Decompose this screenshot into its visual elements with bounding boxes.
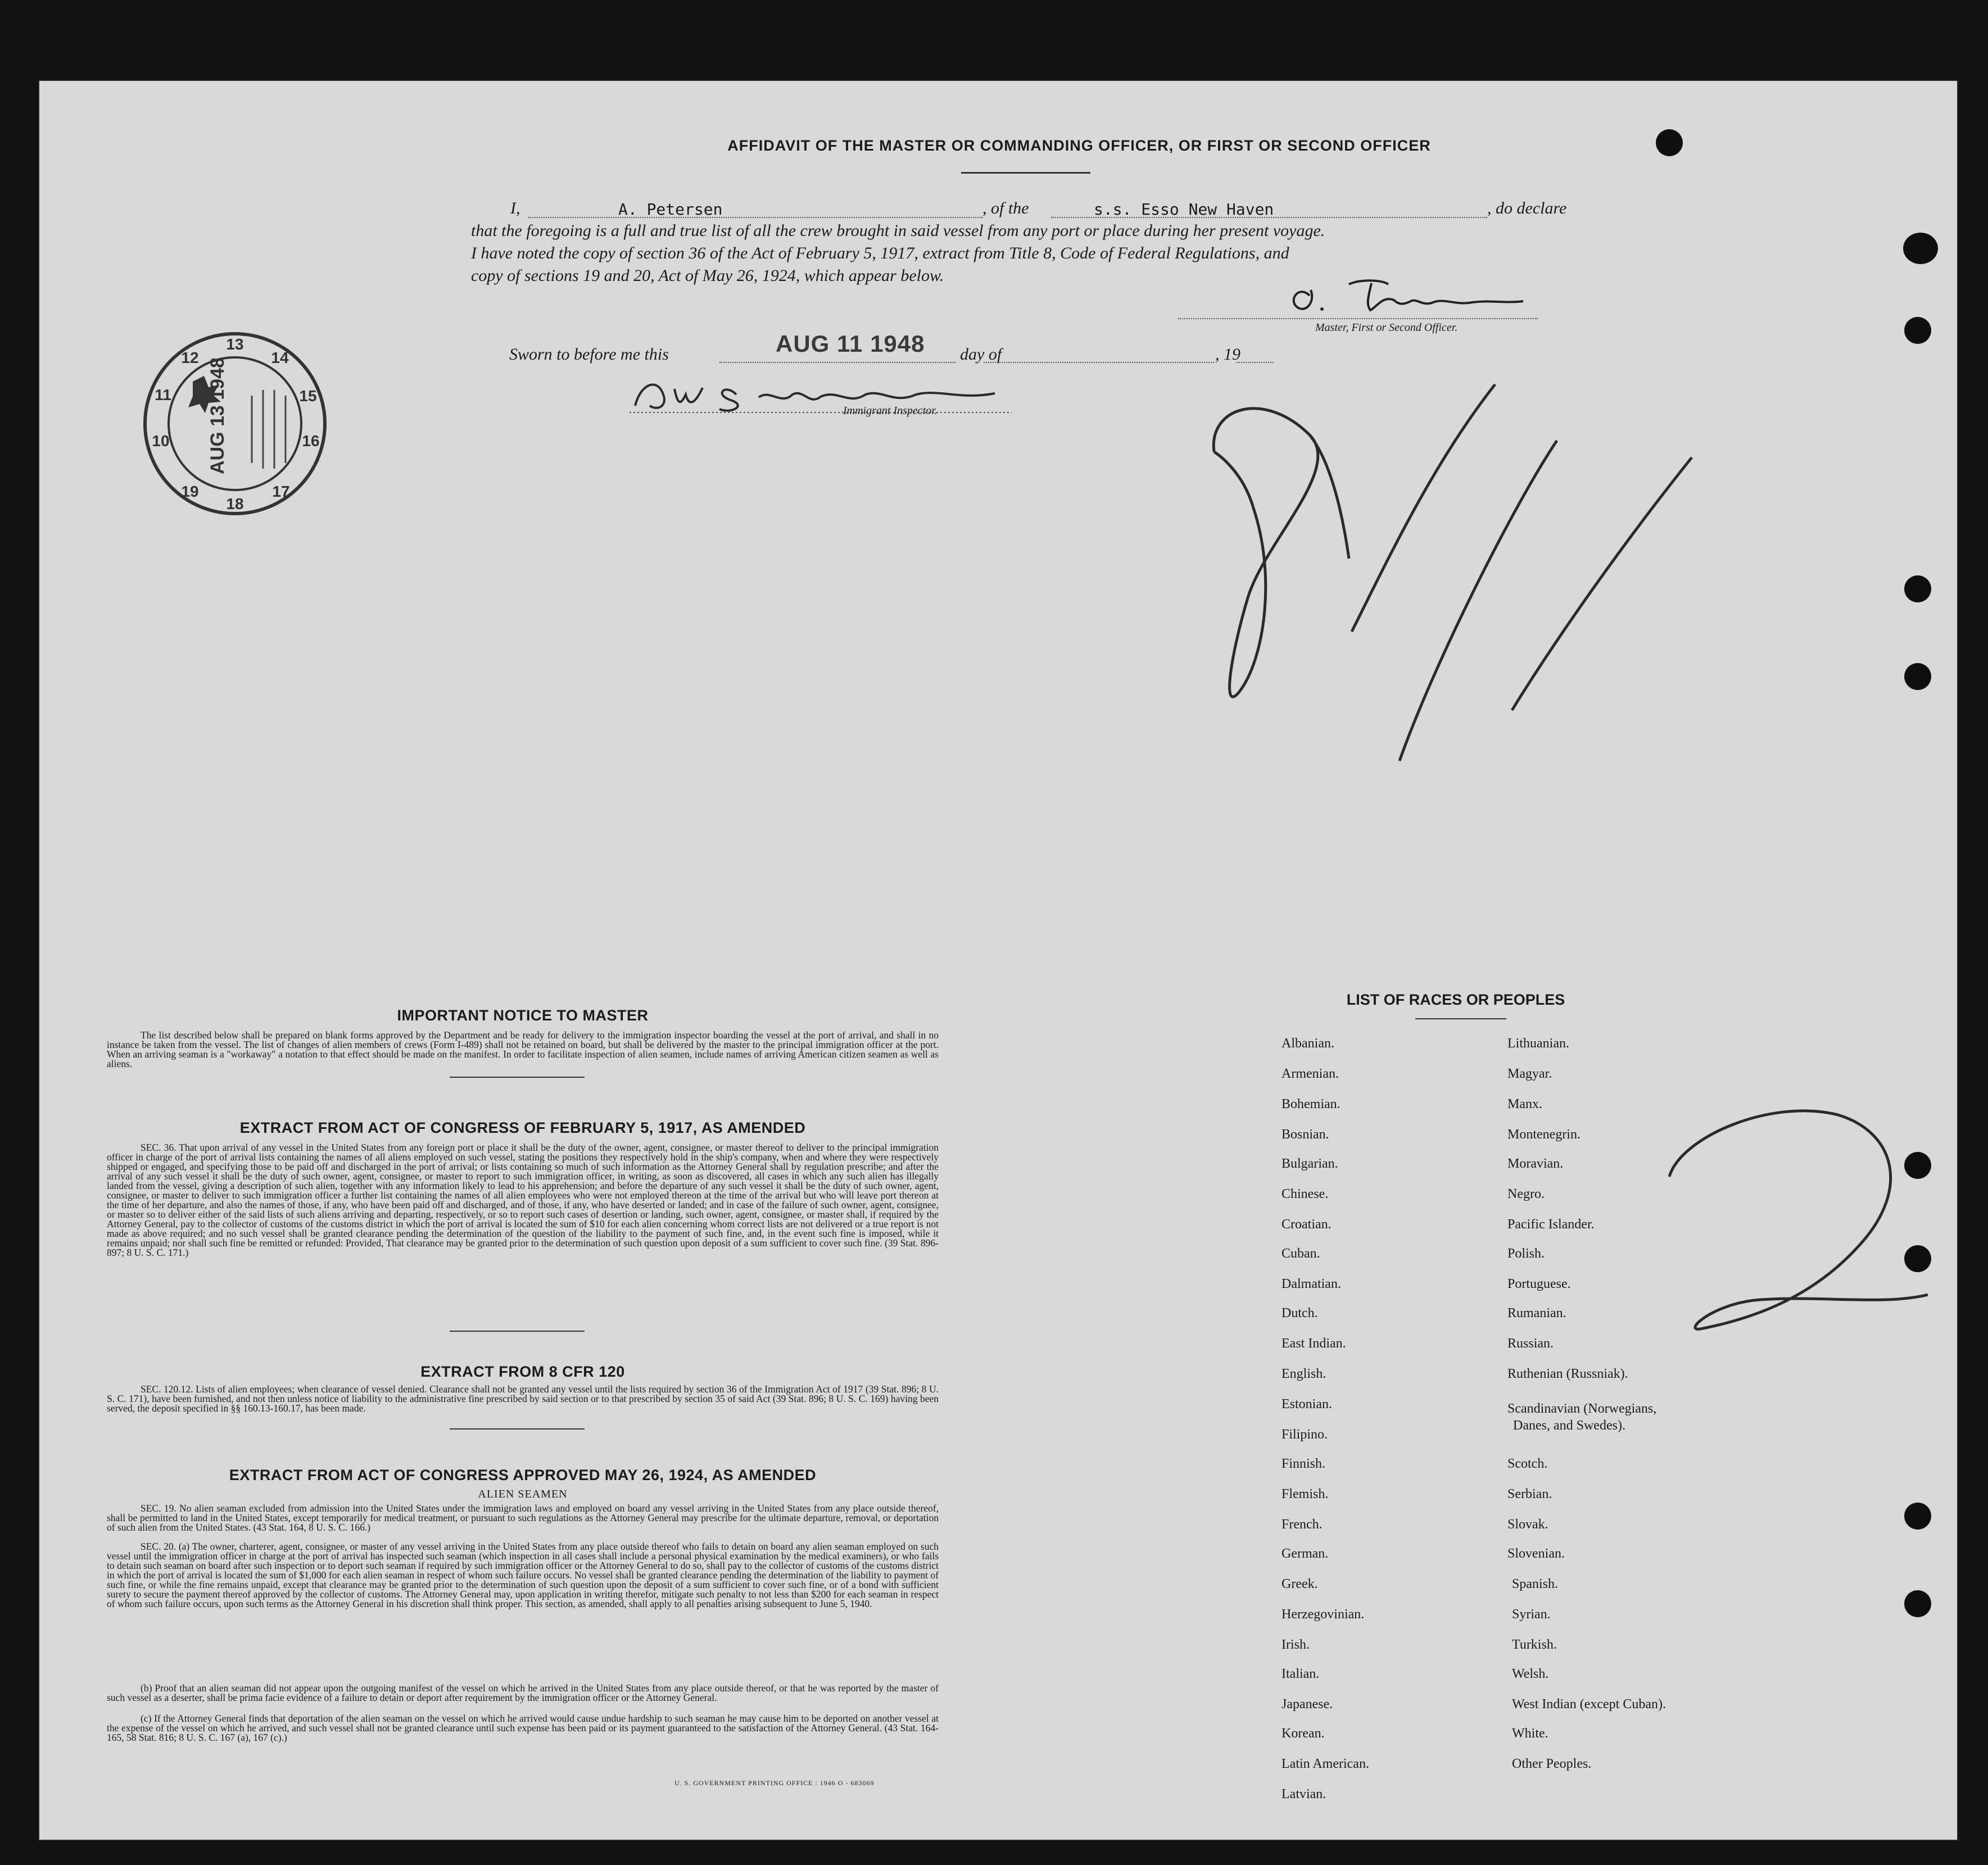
race-item: English. [1281, 1367, 1326, 1381]
race-item: Bulgarian. [1281, 1156, 1338, 1171]
stamp-ring-number: 14 [271, 349, 289, 366]
extract-1924-sec20a: SEC. 20. (a) The owner, charterer, agent, consignee, or master of any vessel arriving in the United States from any place outside thereof who fails to detain on board any alien seaman employed on such vessel until the immigration officer in charge at the port of arrival has inspected such seaman (which inspection in all cases shall include a personal physical examination by the medical examiners), or who fails to detain such seaman on board after such inspection or to deport such seaman if required by such immigration officer or the Attorney General to do so, shall pay to the collector of customs of the customs district in which the port of arrival is located the sum of $1,000 for each alien seaman in respect of whom such failure occurs. No vessel shall be granted clearance pending the determination of the liability to payment of such fine, or while the fine remains unpaid, except that clearance may be granted prior to the determination of such question upon the deposit of a sum sufficient to cover such fine, or of a bond with sufficient surety to secure the payment thereof approved by the collector of customs. The Attorney General may, upon application in writing therefor, mitigate such penalty to not less than $200 for each seaman in respect of whom such failure occurs, upon such terms as the Attorney General in his discretion shall think proper. This section, as amended, shall apply to all penalties arising subsequent to June 5, 1940. [107, 1541, 939, 1609]
race-item: Croatian. [1281, 1217, 1332, 1232]
race-item: Italian. [1281, 1667, 1320, 1681]
race-item: Greek. [1281, 1577, 1318, 1591]
extract-1917-body: SEC. 36. That upon arrival of any vessel in the United States from any foreign port or place it shall be the duty of the owner, agent, consignee, or master thereof to deliver to the principal immigration officer in charge of the port of arrival lists containing the names of all aliens employed on such vessel, stating the positions they respectively hold in the ship's company, when and where they were respectively shipped or engaged, and specifying those to be paid off and discharged in the port of arrival; or lists containing so much of such information as the Attorney General shall by regulation prescribe; and after the arrival of any such vessel it shall be the duty of such owner, agent, consignee, or master to report to such immigration officer, in writing, as soon as discovered, all cases in which any such alien has illegally landed from the vessel, giving a description of such alien, together with any information likely to lead to his apprehension; and before the departure of any such vessel it shall be the duty of such owner, agent, consignee, or master to deliver to such immigration officer a further list containing the names of all alien employees who were not employed thereon at the time of the arrival but who will leave port thereon at the time of her departure, and also the names of those, if any, who have been paid off and discharged, and of those, if any, who have deserted or landed; and in case of the failure of such owner, agent, consignee, or master so to deliver either of the said lists of such aliens arriving and departing, respectively, or so to report such cases of desertion or landing, such owner, agent, consignee, or master shall, if required by the Attorney General, pay to the collector of customs of the customs district in which the port of arrival is located the sum of $10 for each alien concerning whom correct lists are not delivered or a true report is not made as above required; and no such vessel shall be granted clearance pending the determination of the question of the liability to the payment of such fine, and, in the event such fine is imposed, while it remains unpaid; nor shall such fine be remitted or refunded: Provided, That clearance may be granted prior to the determination of such question upon deposit of a sum sufficient to cover such fine. (39 Stat. 896-897; 8 U. S. C. 171.) [107, 1142, 939, 1258]
stamp-date: AUG 13 1948 [207, 357, 228, 474]
circular-date-stamp [139, 328, 330, 519]
race-item: Polish. [1507, 1246, 1545, 1261]
printer-imprint: U. S. GOVERNMENT PRINTING OFFICE : 1946 O - 683069 [674, 1779, 875, 1787]
name-blank [528, 217, 982, 218]
race-item: Bosnian. [1281, 1127, 1329, 1142]
inspector-signature [624, 372, 1017, 417]
race-item: Slovak. [1507, 1517, 1548, 1532]
race-item: Dalmatian. [1281, 1277, 1341, 1291]
affidavit-line1-i: I, [510, 199, 520, 217]
race-item: Portuguese. [1507, 1277, 1571, 1291]
divider [450, 1428, 585, 1430]
punch-hole [1904, 1503, 1931, 1530]
race-item: Other Peoples. [1512, 1757, 1592, 1771]
race-item: Pacific Islander. [1507, 1217, 1595, 1232]
stamp-ring-number: 12 [181, 349, 199, 366]
stamp-ring-number: 19 [181, 483, 199, 500]
race-item: Chinese. [1281, 1187, 1329, 1201]
race-item: Spanish. [1512, 1577, 1559, 1591]
race-item: Ruthenian (Russniak). [1507, 1367, 1628, 1381]
race-item: German. [1281, 1546, 1329, 1561]
sworn-day-blank [719, 362, 955, 363]
race-item: Armenian. [1281, 1067, 1339, 1081]
year-blank [1237, 362, 1274, 363]
race-item: Negro. [1507, 1187, 1545, 1201]
extract-1924-subtitle: ALIEN SEAMEN [478, 1488, 568, 1500]
handwritten-number-8-11 [1197, 373, 1872, 856]
stamp-ring-number: 17 [272, 483, 290, 500]
race-item: Irish. [1281, 1637, 1310, 1652]
divider [450, 1331, 585, 1332]
handwritten-number-2 [1647, 1092, 1939, 1385]
race-item: Filipino. [1281, 1427, 1328, 1442]
extract-1924-sec20b: (b) Proof that an alien seaman did not appear upon the outgoing manifest of the vessel on which he arrived in the United States from any place outside thereof, or that he was reported by the master of such vessel as a deserter, shall be prima facie evidence of a failure to detain or deport after requirement by the immigration officer or the Attorney General. [107, 1682, 939, 1703]
race-item: Manx. [1507, 1097, 1542, 1111]
race-item: Welsh. [1512, 1667, 1549, 1681]
race-item: Montenegrin. [1507, 1127, 1581, 1142]
race-item: Scotch. [1507, 1456, 1548, 1471]
vessel-name-field: s.s. Esso New Haven [1094, 200, 1274, 219]
race-item: Korean. [1281, 1726, 1325, 1741]
master-signature [1276, 273, 1534, 318]
race-item: Bohemian. [1281, 1097, 1341, 1111]
race-item: Herzegovinian. [1281, 1607, 1365, 1622]
master-name-field: A. Petersen [618, 200, 723, 219]
extract-1924-sec20c: (c) If the Attorney General finds that deportation of the alien seaman on the vessel on which he arrived would cause undue hardship to such seaman he may cause him to be deported on another vessel at the expense of the vessel on which he arrived, and such vessel shall not be granted clearance until such expense has been paid or its payment guaranteed to the satisfaction of the Attorney General. (43 Stat. 164-165, 58 Stat. 816; 8 U. S. C. 167 (a), 167 (c).) [107, 1713, 939, 1743]
punch-hole [1904, 575, 1931, 602]
affidavit-line2: that the foregoing is a full and true list of all the crew brought in said vessel from any port or place during her present voyage. [471, 221, 1325, 240]
race-item: Dutch. [1281, 1306, 1318, 1321]
notice-body: The list described below shall be prepared on blank forms approved by the Department and be ready for delivery to the immigration inspector boarding the vessel at the port of arrival, and shall in no instance be taken from the vessel. The list of changes of alien members of crews (Form I-489) shall not be retained on board, but shall be delivered by the master to the principal immigration officer at the port. When an arriving seaman is a "workaway" a notation to that effect should be made on the manifest. In order to facilitate inspection of alien seamen, include names of arriving American citizen seamen as well as aliens. [107, 1029, 939, 1069]
race-item: Rumanian. [1507, 1306, 1566, 1321]
affidavit-line4: copy of sections 19 and 20, Act of May 26, 1924, which appear below. [471, 266, 944, 285]
month-blank [984, 362, 1214, 363]
stamp-ring-number: 18 [226, 495, 244, 512]
divider [961, 172, 1090, 174]
punch-hole [1904, 1590, 1931, 1617]
race-item: Estonian. [1281, 1397, 1332, 1412]
extract-cfr-body: SEC. 120.12. Lists of alien employees; when clearance of vessel denied. Clearance shall not be granted any vessel until the lists required by section 36 of the Immigration Act of 1917 (39 Stat. 896; 8 U. S. C. 171), have been furnished, and not then unless notice of liability to the administrative fine prescribed by said section or to that prescribed by section 35 of said Act (39 Stat. 896; 8 U. S. C. 169) having been served, the deposit specified in §§ 160.13-160.17, has been made. [107, 1383, 939, 1414]
extract-1924-sec19: SEC. 19. No alien seaman excluded from admission into the United States under the immigration laws and employed on board any vessel arriving in the United States from any place outside thereof, shall be permitted to land in the United States, except temporarily for medical treatment, or pursuant to such regulations as the Attorney General may prescribe for the ultimate departure, removal, or deportation of such alien from the United States. (43 Stat. 164, 8 U. S. C. 166.) [107, 1503, 939, 1533]
affidavit-title: AFFIDAVIT OF THE MASTER OR COMMANDING OFFICER, OR FIRST OR SECOND OFFICER [727, 137, 1431, 154]
day-of-label: day of [960, 345, 1002, 364]
race-item: Serbian. [1507, 1487, 1552, 1501]
race-item: Danes, and Swedes). [1513, 1418, 1625, 1433]
divider [450, 1077, 585, 1078]
stamp-ring-number: 13 [226, 335, 244, 353]
inspector-caption: Immigrant Inspector. [843, 405, 938, 417]
race-item: Lithuanian. [1507, 1036, 1569, 1051]
year-label: , 19 [1215, 345, 1240, 364]
race-item: Slovenian. [1507, 1546, 1565, 1561]
signature-line [1178, 318, 1538, 319]
race-item: West Indian (except Cuban). [1512, 1697, 1666, 1712]
race-item: Cuban. [1281, 1246, 1320, 1261]
race-item: Moravian. [1507, 1156, 1564, 1171]
race-item: Latvian. [1281, 1787, 1326, 1802]
punch-hole [1903, 233, 1938, 264]
sworn-date-stamp: AUG 11 1948 [776, 330, 925, 357]
stamp-ring-number: 15 [299, 387, 317, 405]
signature-caption: Master, First or Second Officer. [1315, 321, 1458, 334]
race-item: Flemish. [1281, 1487, 1329, 1501]
race-item: Finnish. [1281, 1456, 1326, 1471]
race-item: Japanese. [1281, 1697, 1333, 1712]
race-item: East Indian. [1281, 1336, 1346, 1351]
race-item: Turkish. [1512, 1637, 1557, 1652]
stamp-ring-number: 10 [152, 432, 170, 450]
form-sheet [38, 80, 1958, 1841]
divider [1415, 1018, 1506, 1019]
race-item: Albanian. [1281, 1036, 1334, 1051]
affidavit-of-the: , of the [982, 199, 1029, 217]
race-item: Magyar. [1507, 1067, 1552, 1081]
race-item: Syrian. [1512, 1607, 1551, 1622]
race-item: Latin American. [1281, 1757, 1369, 1771]
punch-hole [1904, 663, 1931, 690]
affidavit-do-declare: , do declare [1487, 199, 1567, 217]
punch-hole [1656, 129, 1683, 156]
race-item: Scandinavian (Norwegians, [1507, 1401, 1657, 1416]
extract-cfr-title: EXTRACT FROM 8 CFR 120 [420, 1363, 625, 1380]
race-item: French. [1281, 1517, 1323, 1532]
stamp-ring-number: 16 [302, 432, 320, 450]
notice-title: IMPORTANT NOTICE TO MASTER [397, 1007, 649, 1024]
affidavit-line3: I have noted the copy of section 36 of the Act of February 5, 1917, extract from Title 8, Code of Federal Regulations, and [471, 244, 1289, 262]
sworn-label: Sworn to before me this [509, 345, 669, 364]
punch-hole [1904, 317, 1931, 344]
races-title: LIST OF RACES OR PEOPLES [1346, 991, 1565, 1008]
extract-1924-title: EXTRACT FROM ACT OF CONGRESS APPROVED MAY 26, 1924, AS AMENDED [229, 1467, 817, 1483]
stamp-ring-number: 11 [155, 386, 171, 403]
race-item: White. [1512, 1726, 1548, 1741]
extract-1917-title: EXTRACT FROM ACT OF CONGRESS OF FEBRUARY 5, 1917, AS AMENDED [239, 1119, 806, 1136]
race-item: Russian. [1507, 1336, 1554, 1351]
